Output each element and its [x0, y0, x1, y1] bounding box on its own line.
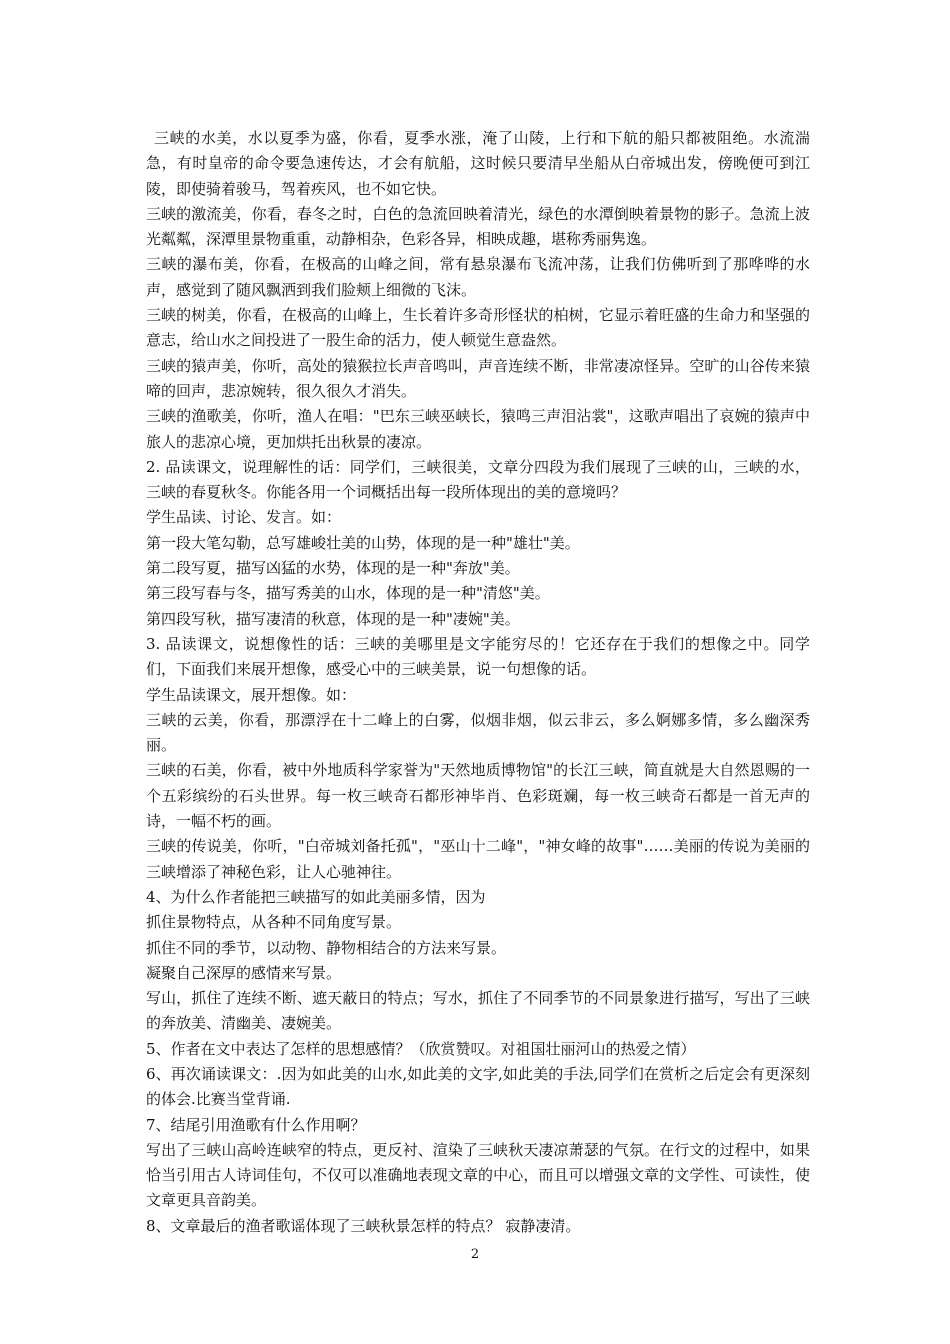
paragraph: 第三段写春与冬，描写秀美的山水，体现的是一种"清悠"美。 [146, 584, 550, 603]
paragraph: 第四段写秋，描写凄清的秋意，体现的是一种"凄婉"美。 [146, 609, 520, 628]
paragraph: 写出了三峡山高岭连峡窄的特点，更反衬、渲染了三峡秋天凄凉萧瑟的气氛。在行文的过程中，如果恰当引用古人诗词佳句，不仅可以准确地表现文章的中心，而且可以增强文章的文学性、可读性，使文章更具音韵美。 [146, 1140, 810, 1210]
paragraph: 5、作者在文中表达了怎样的思想感情？（欣赏赞叹。对祖国壮丽河山的热爱之情） [146, 1039, 696, 1058]
paragraph: 三峡的渔歌美，你听，渔人在唱："巴东三峡巫峡长，猿鸣三声泪沾裳"，这歌声唱出了哀婉的猿声中旅人的悲凉心境，更加烘托出秋景的凄凉。 [146, 407, 810, 451]
paragraph: 7、结尾引用渔歌有什么作用啊？ [146, 1115, 366, 1134]
paragraph: 第二段写夏，描写凶猛的水势，体现的是一种"奔放"美。 [146, 559, 520, 578]
paragraph: 2. 品读课文，说理解性的话：同学们，三峡很美，文章分四段为我们展现了三峡的山，三峡的水，三峡的春夏秋冬。你能各用一个词概括出每一段所体现出的美的意境吗？ [146, 457, 810, 502]
paragraph: 学生品读、讨论、发言。如： [146, 508, 342, 527]
paragraph: 写山，抓住了连续不断、遮天蔽日的特点；写水，抓住了不同季节的不同景象进行描写，写出了三峡的奔放美、清幽美、凄婉美。 [146, 989, 810, 1033]
paragraph: 三峡的树美，你看，在极高的山峰上，生长着许多奇形怪状的柏树，它显示着旺盛的生命力和坚强的意志，给山水之间投进了一股生命的活力，使人顿觉生意盎然。 [146, 306, 810, 350]
paragraph: 抓住景物特点，从各种不同角度写景。 [146, 913, 402, 932]
paragraph: 三峡的云美，你看，那漂浮在十二峰上的白雾，似烟非烟，似云非云，多么婀娜多情，多么幽深秀丽。 [146, 710, 810, 755]
page-number: 2 [470, 1247, 480, 1262]
paragraph: 4、为什么作者能把三峡描写的如此美丽多情，因为 [146, 887, 486, 906]
paragraph: 8、文章最后的渔者歌谣体现了三峡秋景怎样的特点？ 寂静凄清。 [146, 1216, 581, 1235]
paragraph: 凝聚自己深厚的感情来写景。 [146, 963, 342, 982]
paragraph: 6、再次诵读课文：.因为如此美的山水,如此美的文字,如此美的手法,同学们在赏析之后定会有更深刻的体会.比赛当堂背诵. [146, 1064, 810, 1109]
paragraph: 三峡的猿声美，你听，高处的猿猴拉长声音鸣叫，声音连续不断，非常凄凉怪异。空旷的山谷传来猿啼的回声，悲凉婉转，很久很久才消失。 [146, 356, 810, 400]
paragraph: 三峡的激流美，你看，春冬之时，白色的急流回映着清光，绿色的水潭倒映着景物的影子。急流上波光粼粼，深潭里景物重重，动静相杂，色彩各异，相映成趣，堪称秀丽隽逸。 [146, 204, 810, 249]
paragraph: 三峡的石美，你看，被中外地质科学家誉为"天然地质博物馆"的长江三峡，简直就是大自然恩赐的一个五彩缤纷的石头世界。每一枚三峡奇石都形神毕肖、色彩斑斓，每一枚三峡奇石都是一首无声的诗，一幅不朽的画。 [146, 761, 810, 831]
paragraph: 学生品读课文，展开想像。如： [146, 685, 357, 704]
paragraph: 第一段大笔勾勒，总写雄峻壮美的山势，体现的是一种"雄壮"美。 [146, 533, 580, 552]
paragraph: 抓住不同的季节，以动物、静物相结合的方法来写景。 [146, 938, 507, 957]
paragraph: 三峡的水美，水以夏季为盛，你看，夏季水涨，淹了山陵，上行和下航的船只都被阻绝。水流湍急，有时皇帝的命令要急速传达，才会有航船，这时候只要清早坐船从白帝城出发，傍晚便可到江陵，即使骑着骏马，驾着疾风，也不如它快。 [146, 129, 810, 198]
paragraph: 三峡的瀑布美，你看，在极高的山峰之间，常有悬泉瀑布飞流冲荡，让我们仿佛听到了那哗哗的水声，感觉到了随风飘洒到我们脸颊上细微的飞沫。 [146, 255, 810, 299]
paragraph: 3. 品读课文，说想像性的话：三峡的美哪里是文字能穷尽的！它还存在于我们的想像之中。同学们，下面我们来展开想像，感受心中的三峡美景，说一句想像的话。 [146, 634, 810, 679]
paragraph: 三峡的传说美，你听，"白帝城刘备托孤"，"巫山十二峰"，"神女峰的故事"……美丽的传说为美丽的三峡增添了神秘色彩，让人心驰神往。 [146, 837, 810, 881]
document-body [146, 126, 810, 1239]
